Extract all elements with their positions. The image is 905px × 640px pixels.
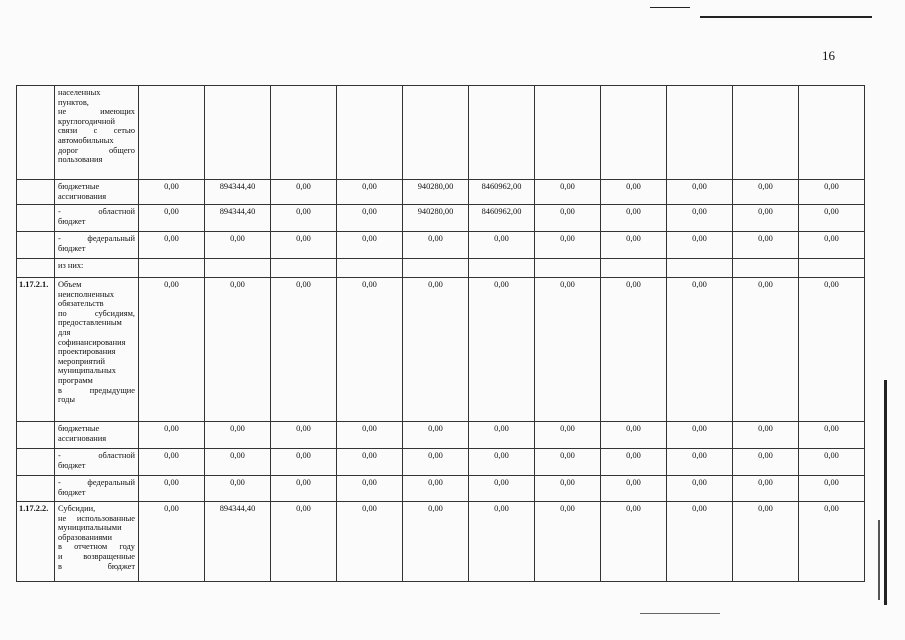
row-description [55, 205, 139, 232]
row-description [55, 422, 139, 449]
description-line: неисполненных [58, 289, 115, 299]
value-cell: 0,00 [733, 422, 799, 449]
row-code [17, 180, 55, 205]
value-cell: 0,00 [139, 278, 205, 422]
row-code [17, 86, 55, 180]
value-cell: 0,00 [535, 422, 601, 449]
value-cell [799, 86, 865, 180]
value-cell: 0,00 [139, 476, 205, 502]
value-cell: 0,00 [403, 476, 469, 502]
table-row [17, 86, 865, 180]
description-line: - областной [58, 451, 135, 460]
description-line: мероприятий [58, 356, 106, 366]
value-cell: 0,00 [337, 422, 403, 449]
value-cell: 0,00 [535, 278, 601, 422]
description-line: - областной [58, 207, 135, 216]
description-line: бюджет [58, 243, 86, 253]
value-cell: 0,00 [601, 205, 667, 232]
value-cell: 0,00 [271, 180, 337, 205]
value-cell: 0,00 [337, 502, 403, 582]
scan-artifact-right-bar [884, 380, 887, 605]
value-cell [403, 86, 469, 180]
value-cell: 0,00 [601, 232, 667, 259]
description-line: автомобильных [58, 135, 114, 145]
value-cell: 0,00 [139, 180, 205, 205]
value-cell: 0,00 [139, 449, 205, 476]
value-cell: 8460962,00 [469, 205, 535, 232]
value-cell: 0,00 [733, 449, 799, 476]
description-line: пунктов, [58, 97, 89, 107]
value-cell [205, 86, 271, 180]
value-cell [667, 86, 733, 180]
value-cell: 0,00 [139, 232, 205, 259]
value-cell: 0,00 [601, 278, 667, 422]
value-cell: 0,00 [601, 449, 667, 476]
value-cell: 0,00 [733, 502, 799, 582]
value-cell: 0,00 [535, 205, 601, 232]
table-row [17, 232, 865, 259]
value-cell: 0,00 [469, 232, 535, 259]
row-description [55, 259, 139, 278]
row-code [17, 205, 55, 232]
row-code: 1.17.2.1. [17, 278, 55, 422]
table-row [17, 502, 865, 582]
value-cell: 0,00 [667, 502, 733, 582]
value-cell: 894344,40 [205, 502, 271, 582]
value-cell [733, 259, 799, 278]
row-description [55, 278, 139, 422]
value-cell [337, 86, 403, 180]
description-line: не использованные [58, 513, 135, 523]
value-cell: 0,00 [337, 449, 403, 476]
description-line: в бюджет [58, 561, 135, 571]
row-description [55, 232, 139, 259]
value-cell [667, 259, 733, 278]
scan-artifact-top-line [650, 7, 690, 8]
description-line: в предыдущие [58, 385, 135, 395]
value-cell: 0,00 [733, 205, 799, 232]
value-cell: 0,00 [271, 422, 337, 449]
value-cell: 0,00 [403, 232, 469, 259]
description-line: круглогодичной [58, 116, 115, 126]
description-line: бюджет [58, 216, 86, 226]
scan-artifact-right-bar-2 [878, 520, 880, 600]
value-cell: 0,00 [139, 502, 205, 582]
table-row [17, 180, 865, 205]
description-line: ассигнования [58, 191, 107, 201]
description-line: Объем [58, 280, 82, 289]
value-cell: 0,00 [601, 476, 667, 502]
value-cell: 0,00 [403, 502, 469, 582]
row-description [55, 449, 139, 476]
value-cell: 0,00 [271, 502, 337, 582]
row-description [55, 86, 139, 180]
value-cell: 8460962,00 [469, 180, 535, 205]
value-cell: 0,00 [799, 449, 865, 476]
value-cell [799, 259, 865, 278]
value-cell: 0,00 [535, 449, 601, 476]
value-cell: 0,00 [799, 232, 865, 259]
value-cell: 0,00 [799, 205, 865, 232]
value-cell [205, 259, 271, 278]
value-cell: 940280,00 [403, 205, 469, 232]
value-cell: 0,00 [799, 476, 865, 502]
description-line: бюджет [58, 460, 86, 470]
row-description [55, 180, 139, 205]
table-row [17, 205, 865, 232]
description-line: образованиями [58, 532, 112, 542]
description-line: предоставленным [58, 318, 122, 328]
value-cell: 0,00 [205, 476, 271, 502]
row-description [55, 502, 139, 582]
row-code [17, 476, 55, 502]
value-cell: 0,00 [205, 232, 271, 259]
value-cell: 0,00 [799, 422, 865, 449]
scan-artifact-bottom-line [640, 613, 720, 614]
value-cell: 0,00 [469, 422, 535, 449]
value-cell: 0,00 [667, 449, 733, 476]
value-cell: 0,00 [205, 449, 271, 476]
description-line: софинансирования [58, 337, 126, 347]
value-cell [271, 86, 337, 180]
value-cell: 0,00 [271, 205, 337, 232]
row-code [17, 422, 55, 449]
value-cell: 0,00 [469, 476, 535, 502]
value-cell: 0,00 [535, 476, 601, 502]
description-line: по субсидиям, [58, 308, 135, 318]
description-line: муниципальными [58, 523, 122, 533]
description-line: населенных [58, 88, 101, 97]
value-cell: 0,00 [469, 449, 535, 476]
value-cell: 0,00 [535, 180, 601, 205]
value-cell: 0,00 [601, 422, 667, 449]
value-cell: 0,00 [403, 278, 469, 422]
description-line: Субсидии, [58, 504, 96, 513]
description-line: бюджетные [58, 182, 100, 191]
table-row [17, 278, 865, 422]
value-cell: 0,00 [535, 232, 601, 259]
value-cell [139, 259, 205, 278]
value-cell: 0,00 [799, 502, 865, 582]
description-line: связи с сетью [58, 126, 135, 136]
description-line: муниципальных [58, 366, 116, 376]
description-line: бюджет [58, 487, 86, 497]
value-cell: 0,00 [667, 180, 733, 205]
page-number: 16 [822, 48, 835, 63]
description-line: бюджетные [58, 424, 100, 433]
value-cell [469, 259, 535, 278]
description-line: обязательств [58, 299, 104, 309]
description-line: - федеральный [58, 234, 135, 243]
value-cell: 0,00 [667, 205, 733, 232]
value-cell: 0,00 [337, 180, 403, 205]
value-cell: 0,00 [667, 422, 733, 449]
value-cell [535, 259, 601, 278]
value-cell: 0,00 [337, 476, 403, 502]
value-cell: 0,00 [139, 422, 205, 449]
value-cell: 0,00 [271, 278, 337, 422]
description-line: и возвращенные [58, 551, 135, 561]
table-row [17, 422, 865, 449]
value-cell: 940280,00 [403, 180, 469, 205]
value-cell: 0,00 [799, 278, 865, 422]
value-cell: 0,00 [205, 278, 271, 422]
description-line: ассигнования [58, 433, 107, 443]
row-code: 1.17.2.2. [17, 502, 55, 582]
value-cell: 0,00 [271, 232, 337, 259]
value-cell: 0,00 [799, 180, 865, 205]
value-cell: 0,00 [403, 422, 469, 449]
value-cell: 0,00 [271, 476, 337, 502]
value-cell: 0,00 [337, 278, 403, 422]
value-cell: 0,00 [205, 422, 271, 449]
value-cell: 0,00 [667, 476, 733, 502]
value-cell: 0,00 [733, 476, 799, 502]
table-row [17, 476, 865, 502]
row-code [17, 449, 55, 476]
value-cell [601, 86, 667, 180]
description-line: - федеральный [58, 478, 135, 487]
value-cell: 0,00 [733, 278, 799, 422]
value-cell: 0,00 [337, 232, 403, 259]
value-cell: 0,00 [601, 180, 667, 205]
description-line: дорог общего [58, 145, 135, 155]
value-cell: 0,00 [535, 502, 601, 582]
row-description [55, 476, 139, 502]
description-line: в отчетном году [58, 542, 135, 552]
value-cell: 0,00 [271, 449, 337, 476]
value-cell: 0,00 [733, 232, 799, 259]
value-cell: 0,00 [667, 278, 733, 422]
value-cell: 0,00 [469, 278, 535, 422]
budget-table [16, 85, 865, 582]
value-cell: 0,00 [469, 502, 535, 582]
value-cell [601, 259, 667, 278]
scan-artifact-top-bar [700, 16, 872, 18]
value-cell: 894344,40 [205, 205, 271, 232]
value-cell: 0,00 [601, 502, 667, 582]
row-code [17, 232, 55, 259]
value-cell: 0,00 [337, 205, 403, 232]
value-cell [733, 86, 799, 180]
description-line: из них: [58, 261, 84, 270]
value-cell [469, 86, 535, 180]
description-line: для [58, 327, 71, 337]
description-line: годы [58, 395, 76, 405]
value-cell [271, 259, 337, 278]
value-cell: 0,00 [733, 180, 799, 205]
description-line: проектирования [58, 347, 116, 357]
value-cell [535, 86, 601, 180]
description-line: программ [58, 375, 93, 385]
value-cell: 0,00 [667, 232, 733, 259]
row-code [17, 259, 55, 278]
table-row [17, 259, 865, 278]
budget-table-grid [16, 85, 865, 582]
value-cell: 0,00 [139, 205, 205, 232]
description-line: не имеющих [58, 107, 135, 117]
value-cell [337, 259, 403, 278]
value-cell: 894344,40 [205, 180, 271, 205]
description-line: пользования [58, 155, 103, 165]
value-cell: 0,00 [403, 449, 469, 476]
value-cell [139, 86, 205, 180]
value-cell [403, 259, 469, 278]
table-row [17, 449, 865, 476]
